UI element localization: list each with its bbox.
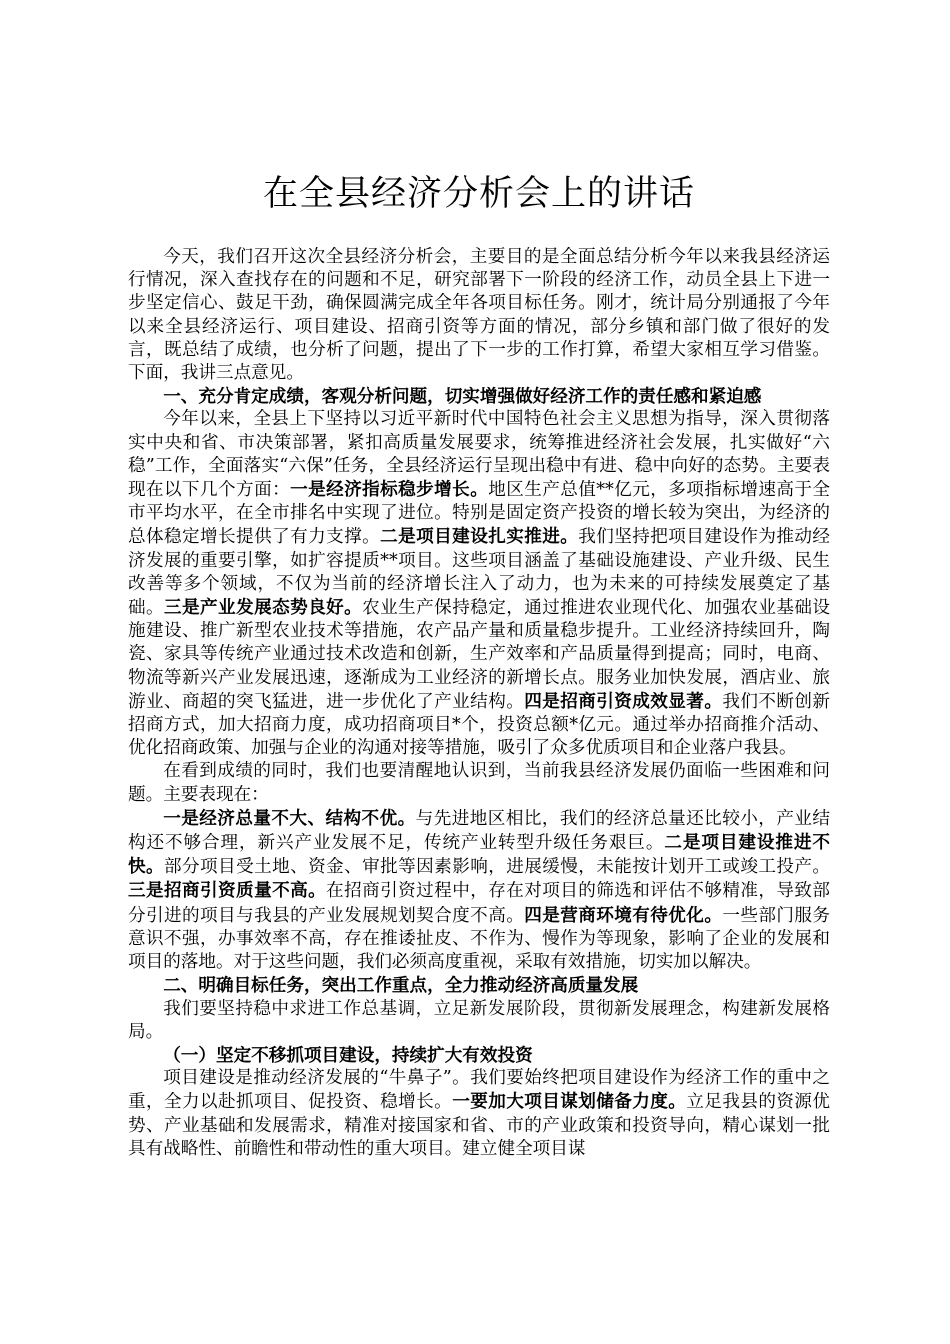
bold-point: 四是招商引资成效显著。	[524, 690, 723, 712]
bold-point: 一是经济总量不大、结构不优。	[163, 807, 416, 829]
bold-point: 一是经济指标稳步增长。	[290, 479, 489, 501]
bold-point: 四是营商环境有待优化。	[524, 904, 723, 926]
document-title: 在全县经济分析会上的讲话	[262, 174, 695, 214]
paragraph-achievements	[128, 408, 830, 760]
paragraph-intro: 今天，我们召开这次全县经济分析会，主要目的是全面总结分析今年以来我县经济运行情况，深入查找存在的问题和不足，研究部署下一阶段的经济工作，动员全县上下进一步坚定信心、鼓足干劲，确保圆满完成全年各项目标任务。刚才，统计局分别通报了今年以来全县经济运行、项目建设、招商引资等方面的情况，部分乡镇和部门做了很好的发言，既总结了成绩，也分析了问题，提出了下一步的工作打算，希望大家相互学习借鉴。下面，我讲三点意见。	[128, 247, 830, 384]
text-run: 部分项目受土地、资金、审批等因素影响，进展缓慢，未能按计划开工或竣工投产。	[164, 857, 830, 878]
text-run: 项目建设是推动经济发展的“牛鼻子”。我们要始终把项目建设作为经济工作的重中之重，全力以赴抓项目、促投资、稳增长。	[128, 1068, 830, 1113]
paragraph-problems	[128, 807, 830, 974]
text-run: 农业生产保持稳定，通过推进农业现代化、加强农业基础设施建设、推广新型农业技术等措施，农产品产量和质量稳步提升。工业经济持续回升，陶瓷、家具等传统产业通过技术改造和创新，生产效率和产品质量得到提高；同时，电商、物流等新兴产业发展迅速，逐渐成为工业经济的新增长点。服务业加快发展，酒店业、旅游业、商超的突飞猛进，进一步优化了产业结构。	[128, 598, 830, 712]
paragraph-projects	[128, 1067, 830, 1161]
text-run: 我们坚持把项目建设作为推动经济发展的重要引擎，如扩容提质**项目。这些项目涵盖了基础设施建设、产业升级、民生改善等多个领域，不仅为当前的经济增长注入了动力，也为未来的可持续发展奠定了基础。	[128, 527, 830, 619]
bold-point: 三是产业发展态势良好。	[164, 597, 363, 619]
bold-point: 一要加大项目谋划储备力度。	[452, 1091, 687, 1113]
paragraph-goals: 我们要坚持稳中求进工作总基调，立足新发展阶段，贯彻新发展理念，构建新发展格局。	[128, 998, 830, 1042]
document-body	[128, 246, 830, 1161]
text-run: 地区生产总值**亿元，多项指标增速高于全市平均水平，在全市排名中实现了进位。特别是固定资产投资的增长较为突出，为经济的总体稳定增长提供了有力支撑。	[128, 480, 830, 548]
bold-point: 二是项目建设扎实推进。	[380, 526, 579, 548]
section-heading-1: 一、充分肯定成绩，客观分析问题，切实增强做好经济工作的责任感和紧迫感	[163, 386, 762, 408]
text-run: 今年以来，全县上下坚持以习近平新时代中国特色社会主义思想为指导，深入贯彻落实中央和省、市决策部署，紧扣高质量发展要求，统筹推进经济社会发展，扎实做好“六稳”工作，全面落实“六保”任务，全县经济运行呈现出稳中有进、稳中向好的态势。主要表现在以下几个方面：	[128, 409, 830, 501]
bold-point: 三是招商引资质量不高。	[128, 880, 327, 902]
subsection-heading-1: （一）坚定不移抓项目建设，持续扩大有效投资	[163, 1044, 533, 1066]
section-heading-2: 二、明确目标任务，突出工作重点，全力推动经济高质量发展	[163, 975, 639, 997]
text-run: 与先进地区相比，我们的经济总量还比较小，产业结构还不够合理，新兴产业发展不足，传统产业转型升级任务艰巨。	[128, 808, 830, 854]
text-run: 立足我县的资源优势、产业基础和发展需求，精准对接国家和省、市的产业政策和投资导向，精心谋划一批具有战略性、前瞻性和带动性的重大项目。建立健全项目谋	[128, 1092, 830, 1159]
document-page	[128, 168, 830, 1161]
bold-point: 二是项目建设推进不快。	[128, 832, 830, 878]
text-run: 一些部门服务意识不强，办事效率不高，存在推诿扯皮、不作为、慢作为等现象，影响了企业的发展和项目的落地。对于这些问题，我们必须高度重视，采取有效措施，切实加以解决。	[128, 905, 830, 973]
paragraph-problems-intro: 在看到成绩的同时，我们也要清醒地认识到，当前我县经济发展仍面临一些困难和问题。主要表现在：	[128, 761, 830, 805]
text-run: 我们不断创新招商方式，加大招商力度，成功招商项目*个，投资总额*亿元。通过举办招商推介活动、优化招商政策、加强与企业的沟通对接等措施，吸引了众多优质项目和企业落户我县。	[128, 691, 830, 759]
text-run: 在招商引资过程中，存在对项目的筛选和评估不够精准，导致部分引进的项目与我县的产业发展规划契合度不高。	[128, 881, 830, 926]
